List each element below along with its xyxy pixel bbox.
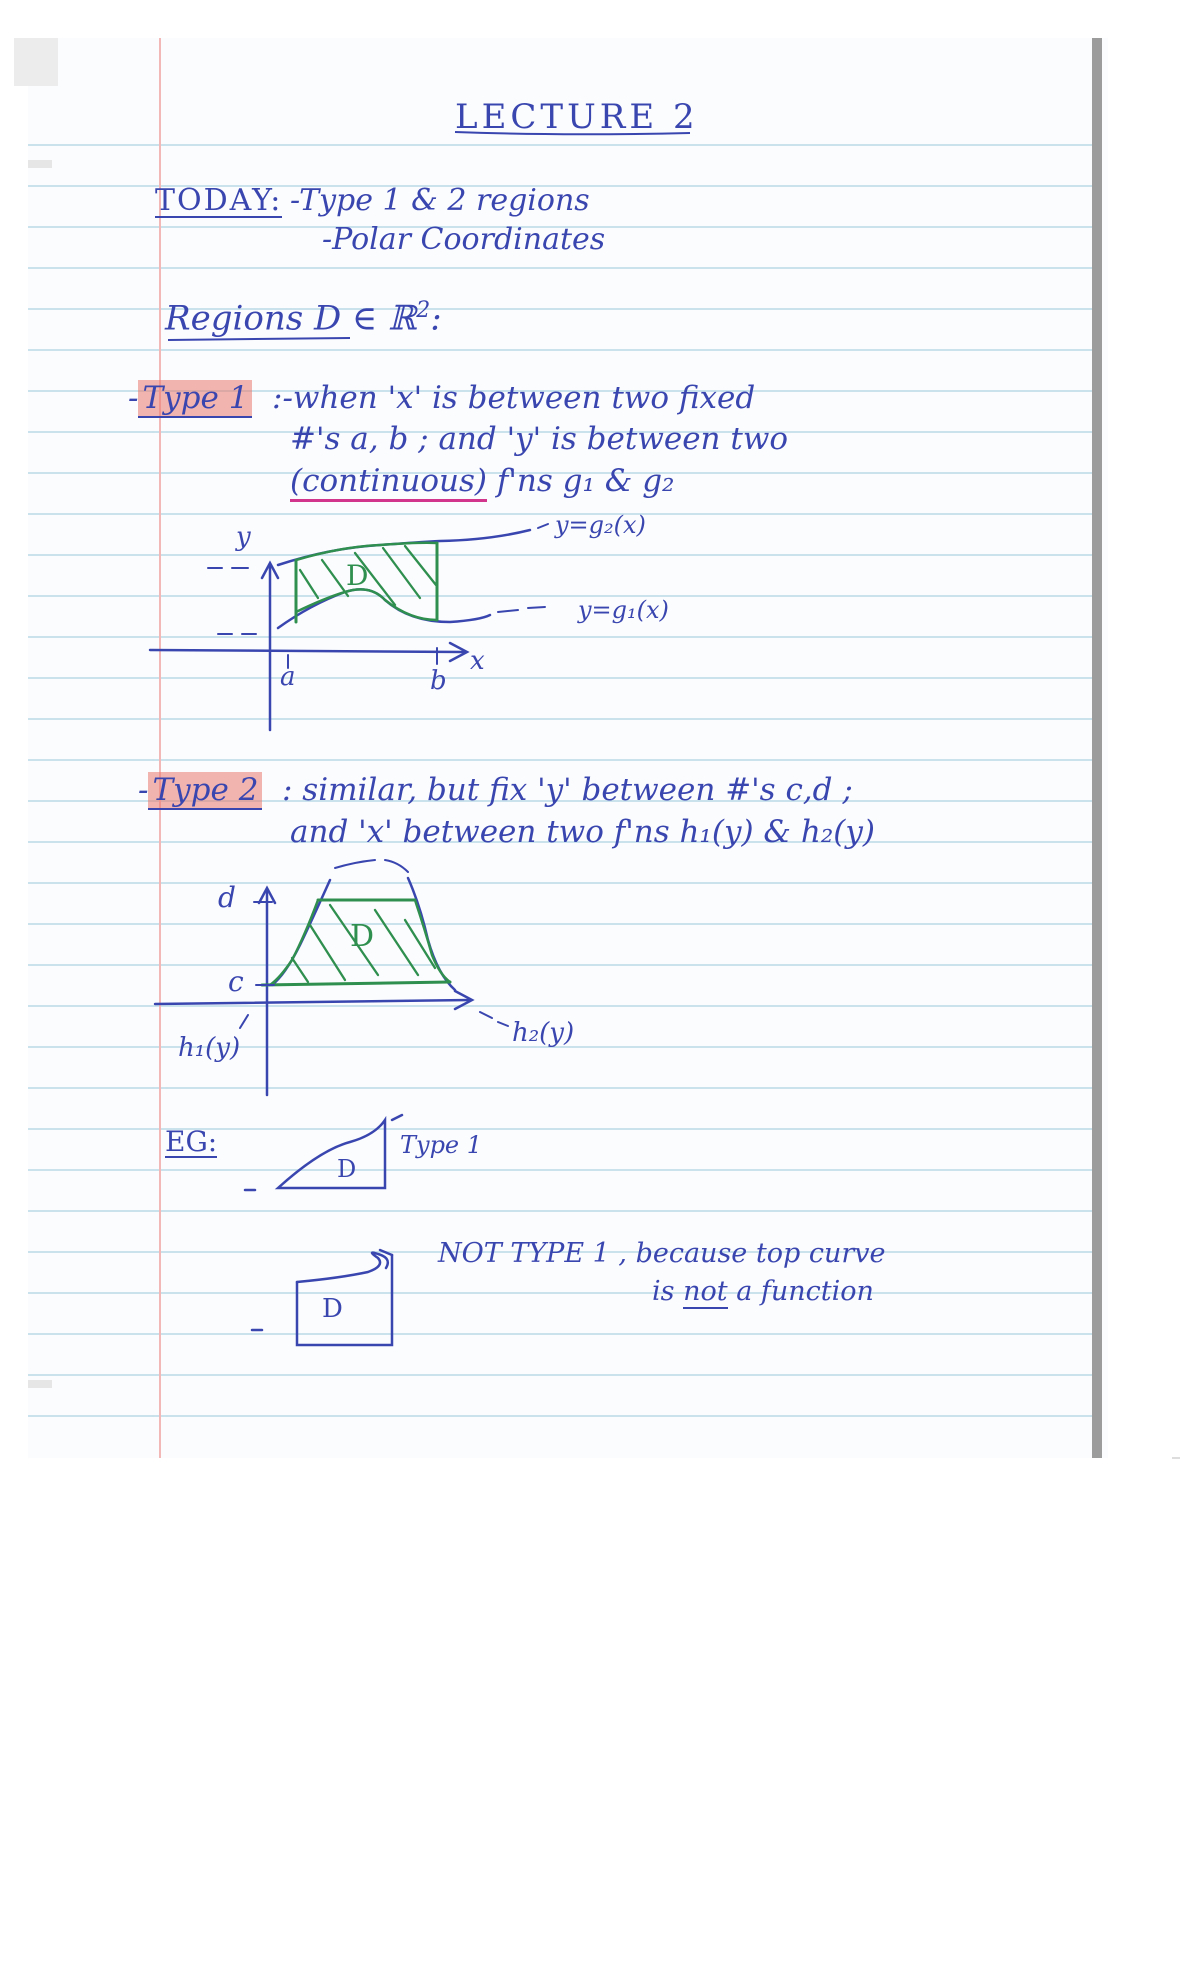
type1-label-text: Type 1 [138,380,252,418]
type2-line1: : similar, but fix 'y' between #'s c,d ; [282,772,853,808]
regions-heading-text: Regions D ∈ ℝ [165,298,417,339]
regions-heading-superscript: 2 [416,298,431,323]
caption-rest: a function [736,1276,874,1307]
today-item-1: -Type 1 & 2 regions [290,183,590,218]
today-item-2: -Polar Coordinates [322,222,606,257]
type2-left-curve-label: h₁(y) [178,1033,241,1063]
page-title: LECTURE 2 [455,97,699,137]
type2-c-label: c [228,965,244,998]
today-label: TODAY: [155,183,283,218]
example1-caption: Type 1 [400,1131,483,1159]
type1-line3-rest: f'ns g₁ & g₂ [496,463,675,499]
type2-label-text: Type 2 [148,772,262,810]
type1-b-label: b [430,666,447,696]
regions-heading [165,298,442,339]
example2-region-D: D [322,1294,343,1324]
type1-label: - Type 1 [128,383,252,414]
type2-label: - Type 2 [138,775,262,806]
example2-caption-line1: NOT TYPE 1 , because top curve [438,1238,886,1269]
eg-label: EG: [165,1125,218,1158]
type1-y-label: y [236,522,251,552]
type1-top-curve-label: y=g₂(x) [555,511,646,539]
type2-d-label: d [218,881,236,914]
example2-caption-line2 [652,1278,874,1305]
type1-line2: #'s a, b ; and 'y' is between two [290,421,789,457]
caption-is: is [652,1276,675,1307]
example1-region-D: D [337,1155,357,1183]
type2-line2: and 'x' between two f'ns h₁(y) & h₂(y) [290,814,875,850]
type2-region-D: D [350,919,375,954]
type1-line3 [290,463,675,499]
continuous-word: (continuous) [290,463,487,502]
type2-right-curve-label: h₂(y) [512,1018,575,1048]
caption-not: not [683,1276,728,1307]
regions-heading-colon: : [430,298,442,339]
type1-region-D: D [346,559,369,592]
type1-a-label: a [280,662,296,692]
type1-x-label: x [470,646,485,676]
type1-line1: :-when 'x' is between two fixed [272,380,756,416]
type1-bottom-curve-label: y=g₁(x) [578,596,669,624]
